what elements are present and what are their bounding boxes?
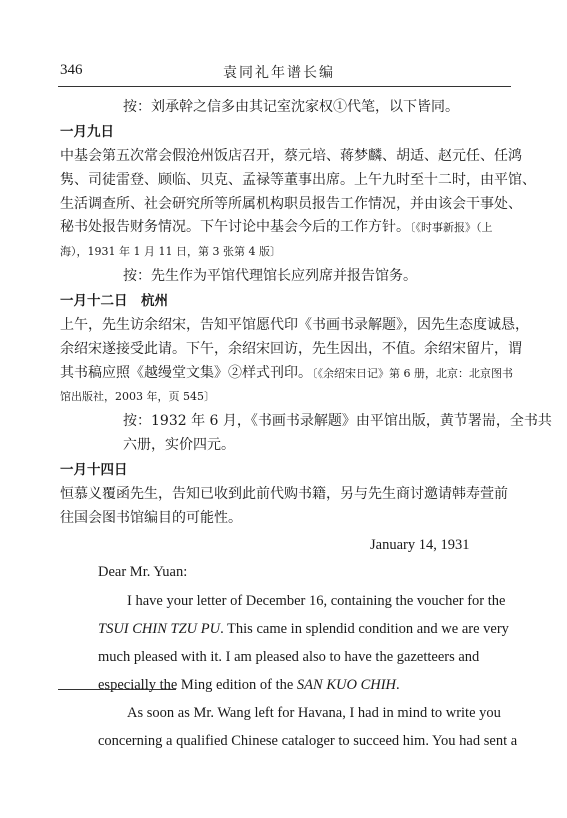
letter-italic-title: SAN KUO CHIH	[296, 677, 397, 693]
letter-line: As soon as Mr. Wang left for Havana, I had in mind to write you	[127, 705, 501, 721]
source-citation: 〔《时事新报》（上	[410, 221, 493, 234]
date-heading: 一月十二日 杭州	[60, 293, 168, 309]
letter-line	[98, 675, 400, 695]
letter-salutation: Dear Mr. Yuan:	[98, 564, 188, 580]
paragraph-line: 往国会图书馆编目的可能性。	[60, 510, 242, 526]
note-text: 按：先生作为平馆代理馆长应列席并报告馆务。	[123, 268, 417, 284]
letter-date: January 14, 1931	[370, 537, 470, 553]
paragraph-line: 隽、司徒雷登、顾临、贝克、孟禄等董事出席。上午九时至十二时，由平馆、	[60, 172, 536, 188]
date-heading: 一月九日	[60, 124, 114, 140]
letter-text: . This came in splendid condition and we are very	[220, 621, 509, 637]
letter-text: .	[396, 677, 400, 693]
note-text: 按：刘承幹之信多由其记室沈家权①代笔，以下皆同。	[123, 99, 459, 115]
header-rule	[58, 86, 511, 87]
paragraph-line: 中基会第五次常会假沧州饭店召开，蔡元培、蒋梦麟、胡适、赵元任、任鸿	[60, 148, 522, 164]
source-citation: 海），1931 年 1 月 11 日，第 3 张第 4 版〕	[60, 245, 281, 258]
source-citation: 馆出版社，2003 年，页 545〕	[60, 390, 215, 403]
paragraph-line	[60, 217, 493, 238]
date-heading: 一月十四日	[60, 462, 128, 478]
letter-line: I have your letter of December 16, containing the voucher for the	[127, 593, 506, 609]
paragraph-line: 恒慕义覆函先生，告知已收到此前代购书籍，另与先生商讨邀请韩寿萱前	[60, 486, 508, 502]
letter-line: much pleased with it. I am pleased also to have the gazetteers and	[98, 649, 480, 665]
footnote-rule	[58, 689, 176, 690]
note-text: 六册，实价四元。	[123, 437, 235, 453]
letter-text: especially the Ming edition of the	[98, 677, 297, 693]
page-number: 346	[60, 62, 83, 78]
paragraph-text: 秘书处报告财务情况。下午讨论中基会今后的工作方针。	[60, 219, 410, 235]
paragraph-line	[60, 363, 513, 384]
paragraph-line: 上午，先生访余绍宋，告知平馆愿代印《书画书录解题》，因先生态度诚恳，	[60, 317, 529, 333]
letter-italic-title: TSUI CHIN TZU PU	[98, 621, 221, 637]
source-citation: 〔《余绍宋日记》第 6 册，北京：北京图书	[312, 367, 513, 380]
letter-line: concerning a qualified Chinese cataloger to succeed him. You had sent a	[98, 733, 518, 749]
note-text: 按：1932 年 6 月，《书画书录解题》由平馆出版，黄节署耑，全书共	[123, 413, 552, 429]
page-header	[60, 62, 510, 86]
paragraph-line: 生活调查所、社会研究所等所属机构职员报告工作情况，并由该会干事处、	[60, 196, 522, 212]
running-title: 袁同礼年谱长编	[223, 65, 335, 81]
paragraph-line: 余绍宋遂接受此请。下午，余绍宋回访，先生因出，不值。余绍宋留片，谓	[60, 341, 522, 357]
paragraph-text: 其书稿应照《越缦堂文集》②样式刊印。	[60, 365, 312, 381]
letter-line	[98, 619, 509, 639]
